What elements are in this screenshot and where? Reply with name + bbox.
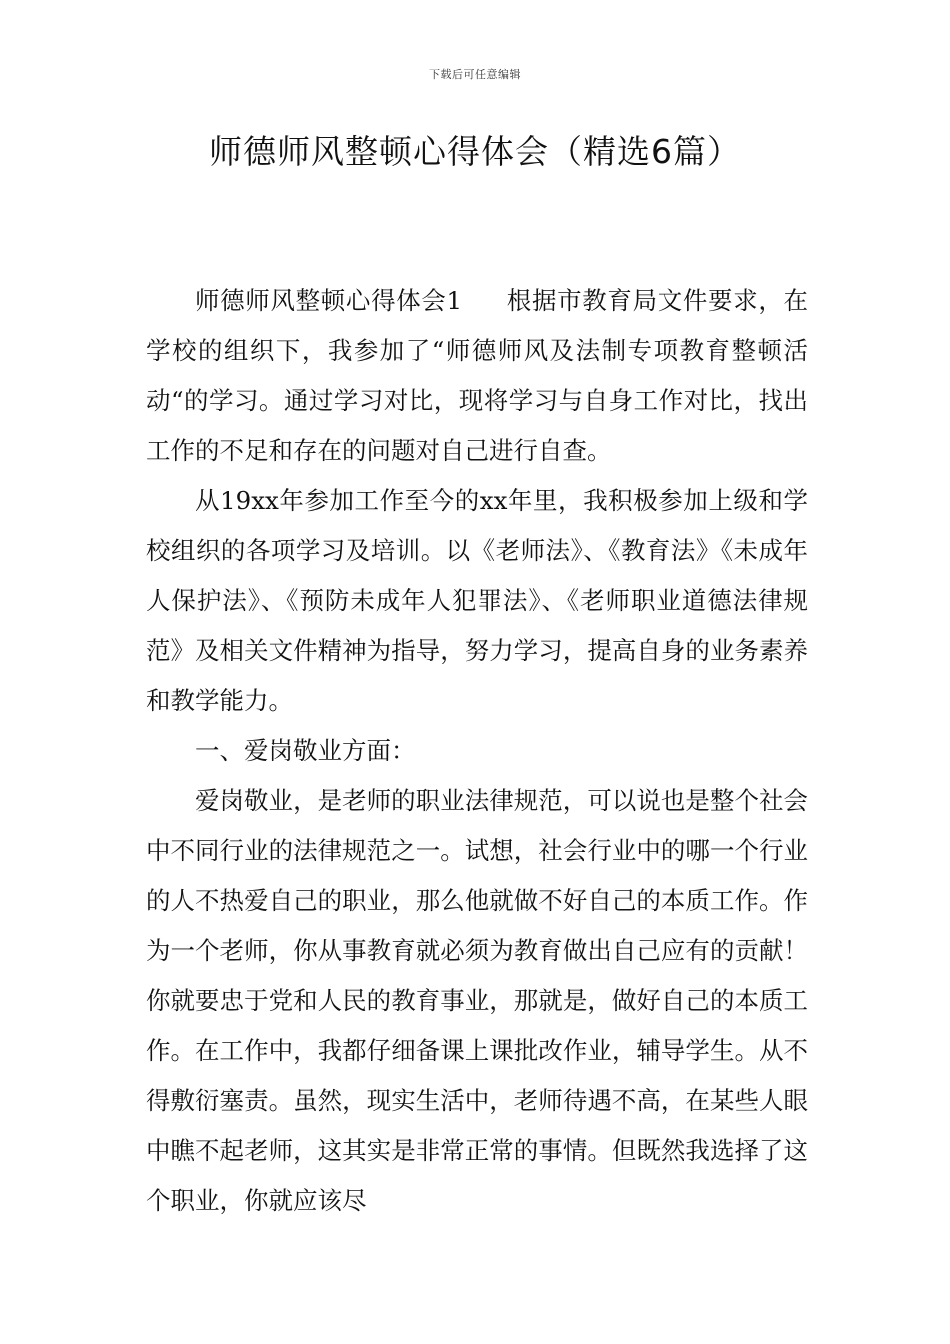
paragraph-1 <box>146 276 808 476</box>
paragraph-2: 从19xx年参加工作至今的xx年里，我积极参加上级和学校组织的各项学习及培训。以《老师法》、《教育法》《未成年人保护法》、《预防未成年人犯罪法》、《老师职业道德法律规范》及相关文件精神为指导，努力学习，提高自身的业务素养和教学能力。 <box>146 486 808 715</box>
section-heading: 一、爱岗敬业方面： <box>195 736 416 765</box>
paragraph-3: 爱岗敬业，是老师的职业法律规范，可以说也是整个社会中不同行业的法律规范之一。试想，社会行业中的哪一个行业的人不热爱自己的职业，那么他就做不好自己的本质工作。作为一个老师，你从事教育就必须为教育做出自己应有的贡献！你就要忠于党和人民的教育事业，那就是，做好自己的本质工作。在工作中，我都仔细备课上课批改作业，辅导学生。从不得敷衍塞责。虽然，现实生活中，老师待遇不高，在某些人眼中瞧不起老师，这其实是非常正常的事情。但既然我选择了这个职业，你就应该尽 <box>146 786 808 1215</box>
document-title: 师德师风整顿心得体会（精选6篇） <box>209 132 741 171</box>
paragraph-text: 根据市教育局文件要求，在学校的组织下，我参加了“师德师风及法制专项教育整顿活动“的学习。通过学习对比，现将学习与自身工作对比，找出工作的不足和存在的问题对自己进行自查。 <box>146 286 808 465</box>
document-body <box>146 276 808 1226</box>
section-lead: 师德师风整顿心得体会1 <box>195 286 463 315</box>
header-note: 下载后可任意编辑 <box>429 68 521 81</box>
